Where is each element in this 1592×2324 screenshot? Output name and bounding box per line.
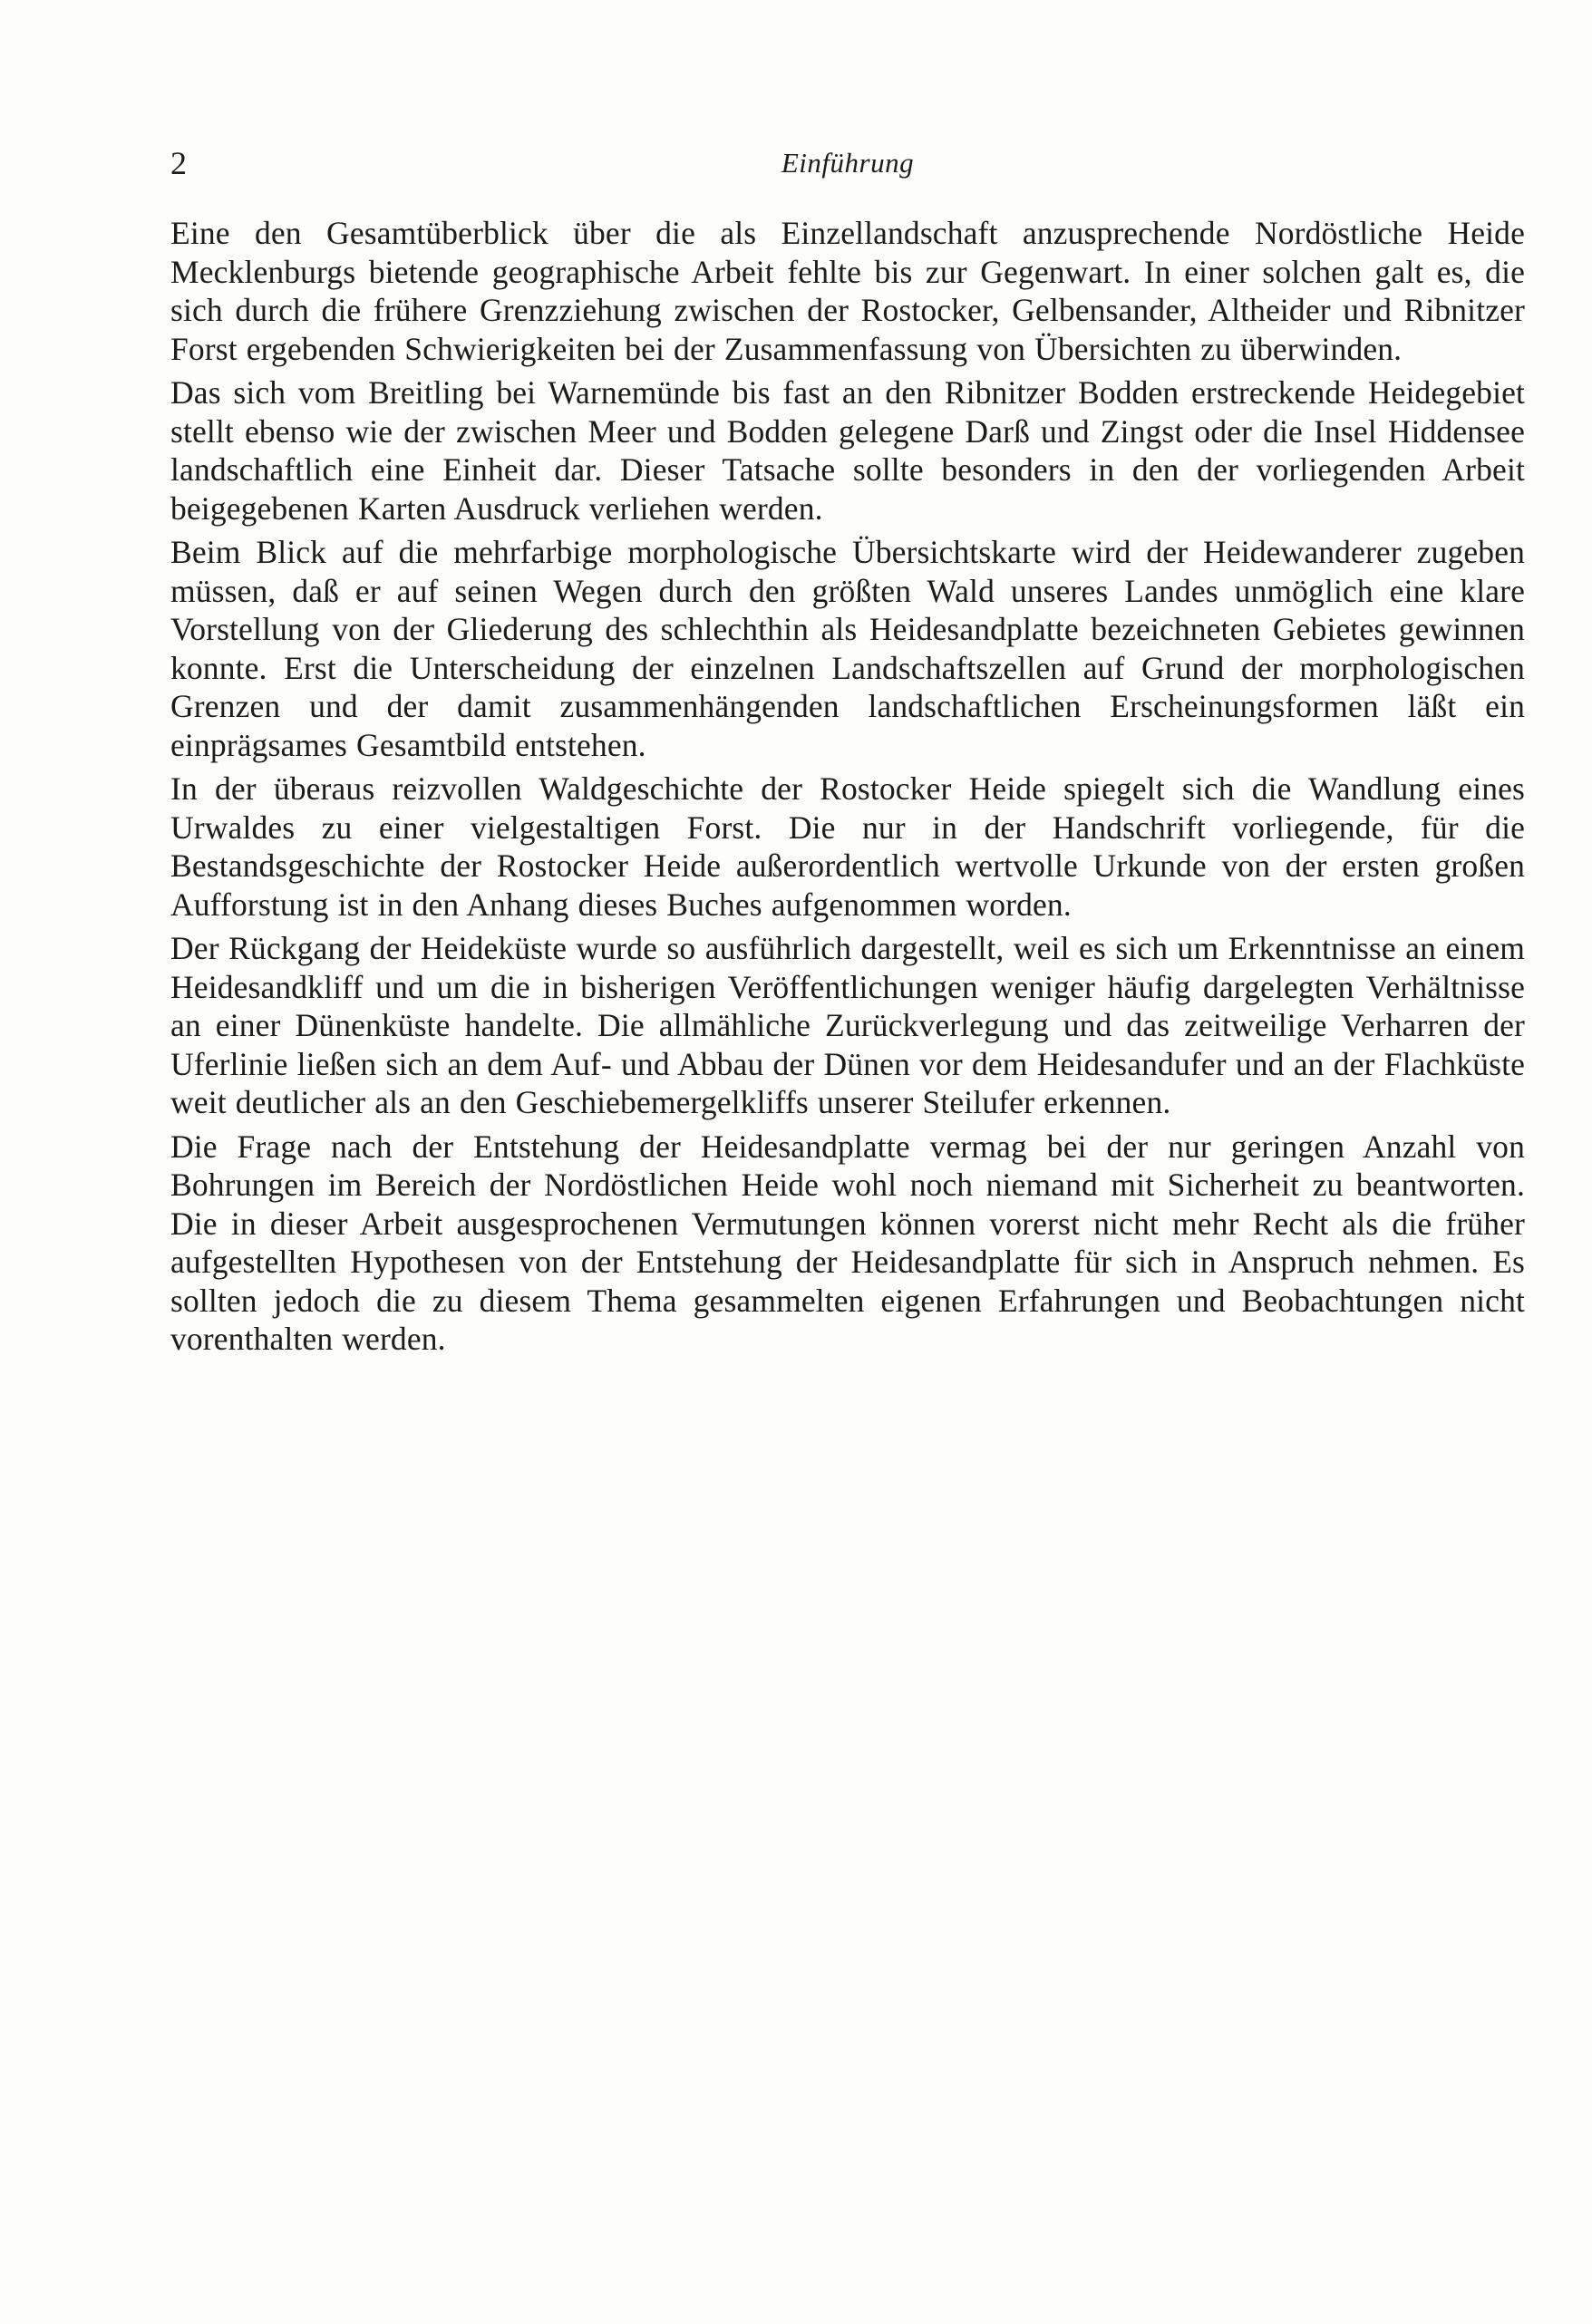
paragraph: Die Frage nach der Entstehung der Heidesandplatte vermag bei der nur geringen Anzahl von Bohrungen im Bereich der Nordöstlichen Heide wohl noch niemand mit Sicherheit zu beantworten. Die in dieser Arbeit ausgesprochenen Vermutungen können vorerst nicht mehr Recht als die früher aufgestellten Hypothesen von der Entstehung der Heidesandplatte für sich in Anspruch nehmen. Es sollten jedoch die zu diesem Thema gesammelten eigenen Erfahrungen und Beobachtungen nicht vorenthalten werden. [170,1128,1525,1357]
paragraph: Beim Blick auf die mehrfarbige morphologische Übersichtskarte wird der Heidewanderer zugeben müssen, daß er auf seinen Wegen durch den größten Wald unseres Landes unmöglich eine klare Vorstellung von der Gliederung des schlechthin als Heidesandplatte bezeichneten Gebietes gewinnen konnte. Erst die Unterscheidung der einzelnen Landschaftszellen auf Grund der morphologischen Grenzen und der damit zusammenhängenden landschaftlichen Erscheinungsformen läßt ein einprägsames Gesamtbild entstehen. [170,534,1525,763]
paragraph: In der überaus reizvollen Waldgeschichte der Rostocker Heide spiegelt sich die Wandlung eines Urwaldes zu einer vielgestaltigen Forst. Die nur in der Handschrift vorliegende, für die Bestandsgeschichte der Rostocker Heide außerordentlich wertvolle Urkunde von der ersten großen Aufforstung ist in den Anhang dieses Buches aufgenommen worden. [170,770,1525,923]
running-head [170,143,1525,183]
paragraph: Der Rückgang der Heideküste wurde so ausführlich dargestellt, weil es sich um Erkenntnisse an einem Heidesandkliff und um die in bisherigen Veröffentlichungen weniger häufig dargelegten Verhältnisse an einer Dünenküste handelte. Die allmähliche Zurückverlegung und das zeitweilige Verharren der Uferlinie ließen sich an dem Auf- und Abbau der Dünen vor dem Heidesandufer und an der Flachküste weit deutlicher als an den Geschiebemergelkliffs unserer Steilufer erkennen. [170,930,1525,1120]
paragraph: Das sich vom Breitling bei Warnemünde bis fast an den Ribnitzer Bodden erstreckende Heidegebiet stellt ebenso wie der zwischen Meer und Bodden gelegene Darß und Zingst oder die Insel Hiddensee landschaftlich eine Einheit dar. Dieser Tatsache sollte besonders in den der vorliegenden Arbeit beigegebenen Karten Ausdruck verliehen werden. [170,374,1525,527]
page-number: 2 [170,145,187,181]
body-text [170,214,1525,1364]
running-head-title: Einführung [781,147,915,179]
paragraph: Eine den Gesamtüberblick über die als Einzellandschaft anzusprechende Nordöstliche Heide Mecklenburgs bietende geographische Arbeit fehlte bis zur Gegenwart. In einer solchen galt es, die sich durch die frühere Grenzziehung zwischen der Rostocker, Gelbensander, Altheider und Ribnitzer Forst ergebenden Schwierigkeiten bei der Zusammenfassung von Übersichten zu überwinden. [170,215,1525,367]
